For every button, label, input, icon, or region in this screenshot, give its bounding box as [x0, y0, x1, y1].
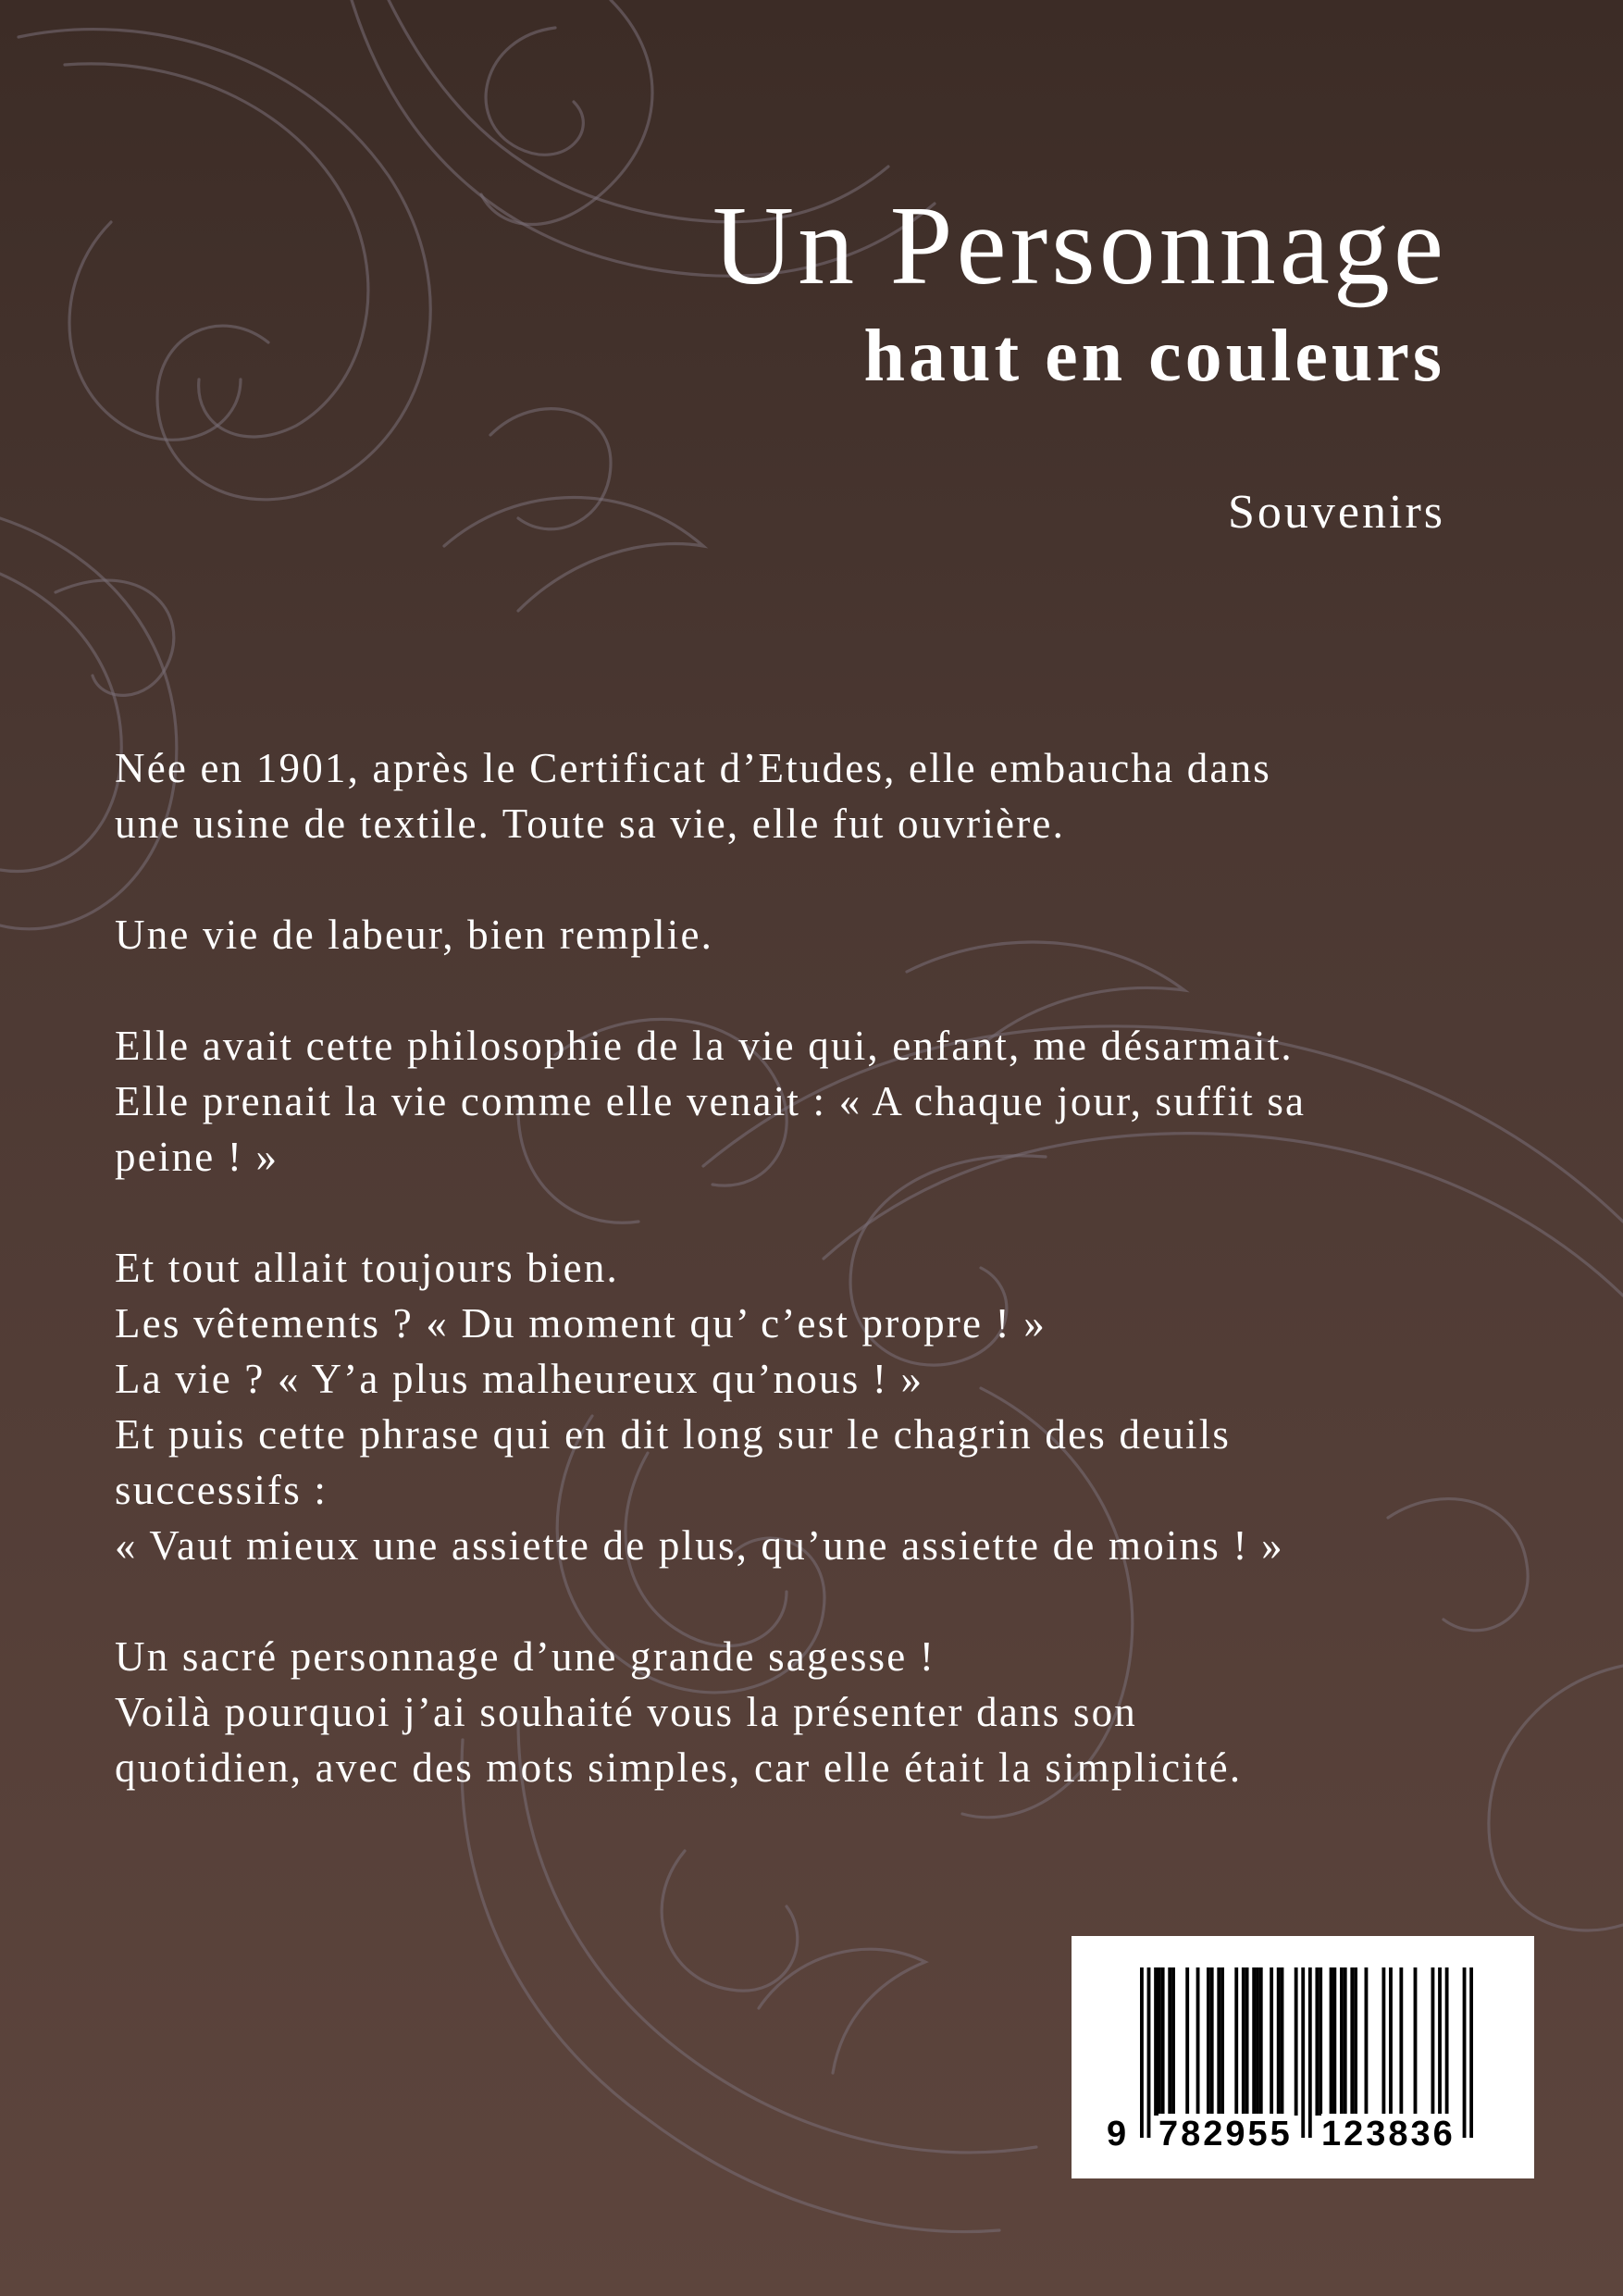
barcode-bar — [1330, 1967, 1333, 2116]
barcode-bar — [1381, 1967, 1385, 2116]
blurb-line: une usine de textile. Toute sa vie, elle fut ouvrière. — [115, 800, 1066, 847]
barcode-bar — [1168, 1967, 1171, 2116]
ornament-stem — [0, 574, 121, 872]
barcode-bar — [1365, 1967, 1369, 2116]
barcode-right-digits: 123836 — [1321, 2115, 1456, 2153]
barcode-bar — [1277, 1967, 1281, 2116]
blurb-paragraph — [115, 907, 1521, 962]
barcode-bar — [1242, 1967, 1245, 2116]
blurb-paragraph — [115, 740, 1521, 851]
barcode-bar — [1295, 1967, 1298, 2116]
blurb-line: Et tout allait toujours bien. — [115, 1245, 619, 1291]
book-title: Un Personnage — [712, 183, 1447, 308]
ornament-curl — [662, 1851, 798, 1991]
blurb-line: Voilà pourquoi j’ai souhaité vous la présenter dans son — [115, 1689, 1137, 1735]
barcode-bar — [1185, 1967, 1189, 2116]
barcode-bar — [1344, 1967, 1347, 2116]
barcode-bar — [1281, 1967, 1284, 2116]
barcode-bar — [1414, 1967, 1418, 2116]
blurb-line: Et puis cette phrase qui en dit long sur le chagrin des deuils — [115, 1411, 1232, 1458]
blurb-line: La vie ? « Y’a plus malheureux qu’nous ! » — [115, 1356, 924, 1402]
barcode-bar — [1463, 1967, 1467, 2138]
barcode-bar — [1399, 1967, 1403, 2116]
barcode-bar — [1252, 1967, 1256, 2116]
blurb-paragraph — [115, 1240, 1521, 1573]
barcode-bars — [1140, 1967, 1473, 2138]
barcode-first-digit: 9 — [1107, 2115, 1127, 2153]
barcode-bar — [1270, 1967, 1273, 2116]
blurb-line: Elle prenait la vie comme elle venait : « A chaque jour, suffit sa — [115, 1078, 1307, 1124]
barcode-bar — [1147, 1967, 1151, 2138]
ornament-curl — [56, 580, 174, 695]
blurb-line: Une vie de labeur, bien remplie. — [115, 912, 714, 958]
barcode-left-digits: 782955 — [1158, 2115, 1293, 2153]
barcode-bar — [1256, 1967, 1259, 2116]
back-cover-blurb — [115, 740, 1521, 1851]
barcode-bar — [1332, 1967, 1336, 2116]
blurb-line: peine ! » — [115, 1134, 279, 1180]
ornament-swirl — [490, 409, 611, 529]
barcode-bar — [1469, 1967, 1473, 2138]
barcode-bar — [1308, 1967, 1312, 2138]
barcode-bar — [1301, 1967, 1305, 2138]
barcode-bar — [1350, 1967, 1354, 2116]
ornament-scroll-inner — [65, 64, 368, 437]
barcode-bar — [1140, 1967, 1144, 2138]
ornament-curl — [481, 0, 652, 225]
barcode-bar — [1245, 1967, 1249, 2116]
book-subtitle: haut en couleurs — [863, 316, 1445, 397]
barcode-bar — [1259, 1967, 1263, 2116]
blurb-line: Un sacré personnage d’une grande sagesse ! — [115, 1633, 936, 1680]
blurb-line: successifs : — [115, 1467, 328, 1513]
book-genre: Souvenirs — [1228, 486, 1445, 539]
blurb-paragraph — [115, 1018, 1521, 1185]
barcode-bar — [1210, 1967, 1214, 2116]
barcode-bar — [1207, 1967, 1210, 2116]
blurb-line: Les vêtements ? « Du moment qu’ c’est propre ! » — [115, 1300, 1047, 1347]
barcode-bar — [1445, 1967, 1449, 2116]
barcode-bar — [1161, 1967, 1165, 2116]
barcode-bar — [1431, 1967, 1435, 2116]
blurb-line: Elle avait cette philosophie de la vie qui, enfant, me désarmait. — [115, 1023, 1294, 1069]
barcode-bar — [1319, 1967, 1322, 2116]
ornament-leaf — [759, 1949, 925, 2073]
barcode-bar — [1234, 1967, 1238, 2116]
blurb-line: Née en 1901, après le Certificat d’Etudes, elle embaucha dans — [115, 745, 1271, 791]
ornament-leaf — [444, 498, 703, 612]
blurb-line: quotidien, avec des mots simples, car elle était la simplicité. — [115, 1744, 1243, 1791]
ornament-swirl — [69, 222, 241, 440]
ornament-curl — [486, 28, 583, 155]
isbn-barcode — [1072, 1936, 1534, 2178]
barcode-bar — [1220, 1967, 1224, 2116]
barcode-bar — [1438, 1967, 1442, 2116]
barcode-bar — [1196, 1967, 1200, 2116]
barcode-bar — [1340, 1967, 1344, 2116]
barcode-bar — [1158, 1967, 1161, 2116]
barcode-bar — [1389, 1967, 1393, 2116]
barcode-bar — [1315, 1967, 1319, 2116]
barcode-bar — [1171, 1967, 1175, 2116]
blurb-line: « Vaut mieux une assiette de plus, qu’une assiette de moins ! » — [115, 1522, 1284, 1569]
barcode-bar — [1354, 1967, 1357, 2116]
barcode-bar — [1154, 1967, 1158, 2116]
blurb-paragraph — [115, 1629, 1521, 1795]
barcode-bar — [1217, 1967, 1220, 2116]
